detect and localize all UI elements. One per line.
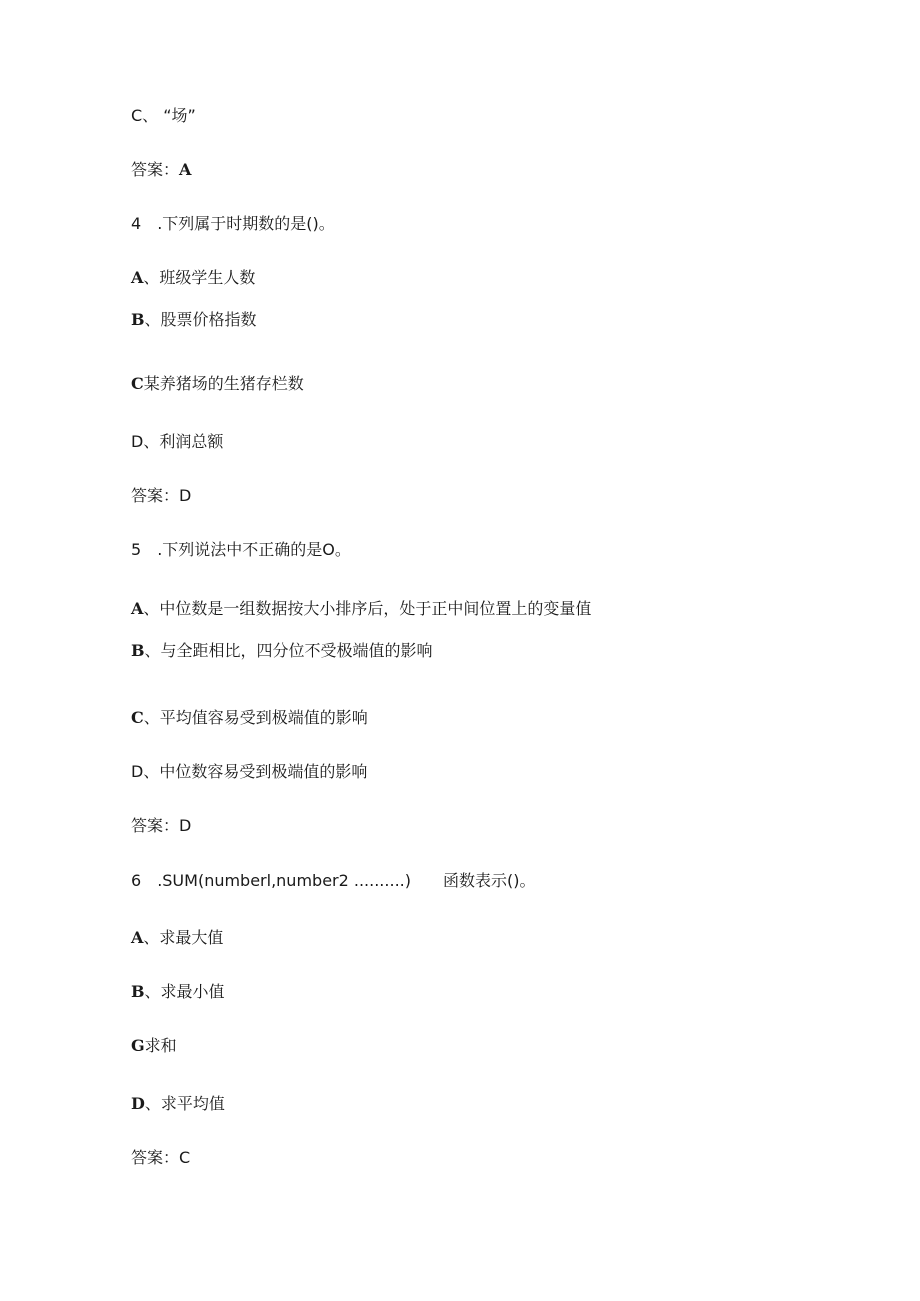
option-label: C bbox=[131, 374, 144, 393]
question-number: 5 bbox=[131, 540, 142, 559]
option-text: 、股票价格指数 bbox=[144, 310, 257, 329]
question-text: .下列属于时期数的是()。 bbox=[157, 214, 335, 233]
option-label: B bbox=[131, 641, 145, 660]
q5-answer bbox=[131, 816, 191, 836]
answer-text: 答案：D bbox=[131, 486, 192, 505]
q6-option-d bbox=[131, 1094, 225, 1114]
option-text: D、利润总额 bbox=[131, 432, 224, 451]
q4-answer bbox=[131, 486, 191, 506]
q4-option-d bbox=[131, 432, 223, 452]
q5-option-d bbox=[131, 762, 367, 782]
answer-label: 答案： bbox=[131, 160, 180, 179]
question-number: 4 bbox=[131, 214, 142, 233]
option-label: G bbox=[131, 1036, 145, 1055]
option-label: B bbox=[131, 982, 145, 1001]
answer-text: 答案：D bbox=[131, 816, 192, 835]
option-label: A bbox=[131, 268, 144, 287]
q6-option-b bbox=[131, 982, 225, 1002]
option-label: A bbox=[131, 928, 144, 947]
option-label: B bbox=[131, 310, 145, 329]
option-text: 、平均值容易受到极端值的影响 bbox=[143, 708, 368, 727]
q6-option-c bbox=[131, 1036, 177, 1056]
q5-option-b bbox=[131, 641, 433, 661]
q6-question bbox=[131, 871, 535, 891]
option-label: C bbox=[131, 106, 143, 125]
q4-option-c bbox=[131, 374, 304, 394]
option-label: A bbox=[131, 599, 144, 618]
q4-option-b bbox=[131, 310, 257, 330]
option-text: 某养猪场的生猪存栏数 bbox=[143, 374, 304, 393]
option-text: 、 “场” bbox=[142, 106, 196, 125]
question-text: .下列说法中不正确的是O。 bbox=[157, 540, 351, 559]
option-label: C bbox=[131, 708, 144, 727]
q5-option-a bbox=[131, 599, 591, 619]
option-text: 、求平均值 bbox=[144, 1094, 225, 1113]
option-text: 、求最小值 bbox=[144, 982, 225, 1001]
q5-question bbox=[131, 540, 351, 560]
answer-value: A bbox=[179, 160, 192, 179]
q3-answer bbox=[131, 160, 191, 180]
option-label: D bbox=[131, 1094, 145, 1113]
option-text: D、中位数容易受到极端值的影响 bbox=[131, 762, 368, 781]
q5-option-c bbox=[131, 708, 368, 728]
option-text: 、与全距相比，四分位不受极端值的影响 bbox=[144, 641, 433, 660]
question-number: 6 bbox=[131, 871, 142, 890]
question-text: .SUM(numberl,number2 ..........) bbox=[157, 871, 411, 890]
option-text: 、求最大值 bbox=[143, 928, 224, 947]
q6-option-a bbox=[131, 928, 223, 948]
answer-text: 答案：C bbox=[131, 1148, 191, 1167]
option-text: 求和 bbox=[144, 1036, 177, 1055]
q4-question bbox=[131, 214, 335, 234]
question-text-end: 函数表示()。 bbox=[442, 871, 536, 890]
q6-answer bbox=[131, 1148, 190, 1168]
q3-option-c bbox=[131, 106, 196, 126]
q4-option-a bbox=[131, 268, 255, 288]
option-text: 、班级学生人数 bbox=[143, 268, 256, 287]
option-text: 、中位数是一组数据按大小排序后，处于正中间位置上的变量值 bbox=[143, 599, 592, 618]
